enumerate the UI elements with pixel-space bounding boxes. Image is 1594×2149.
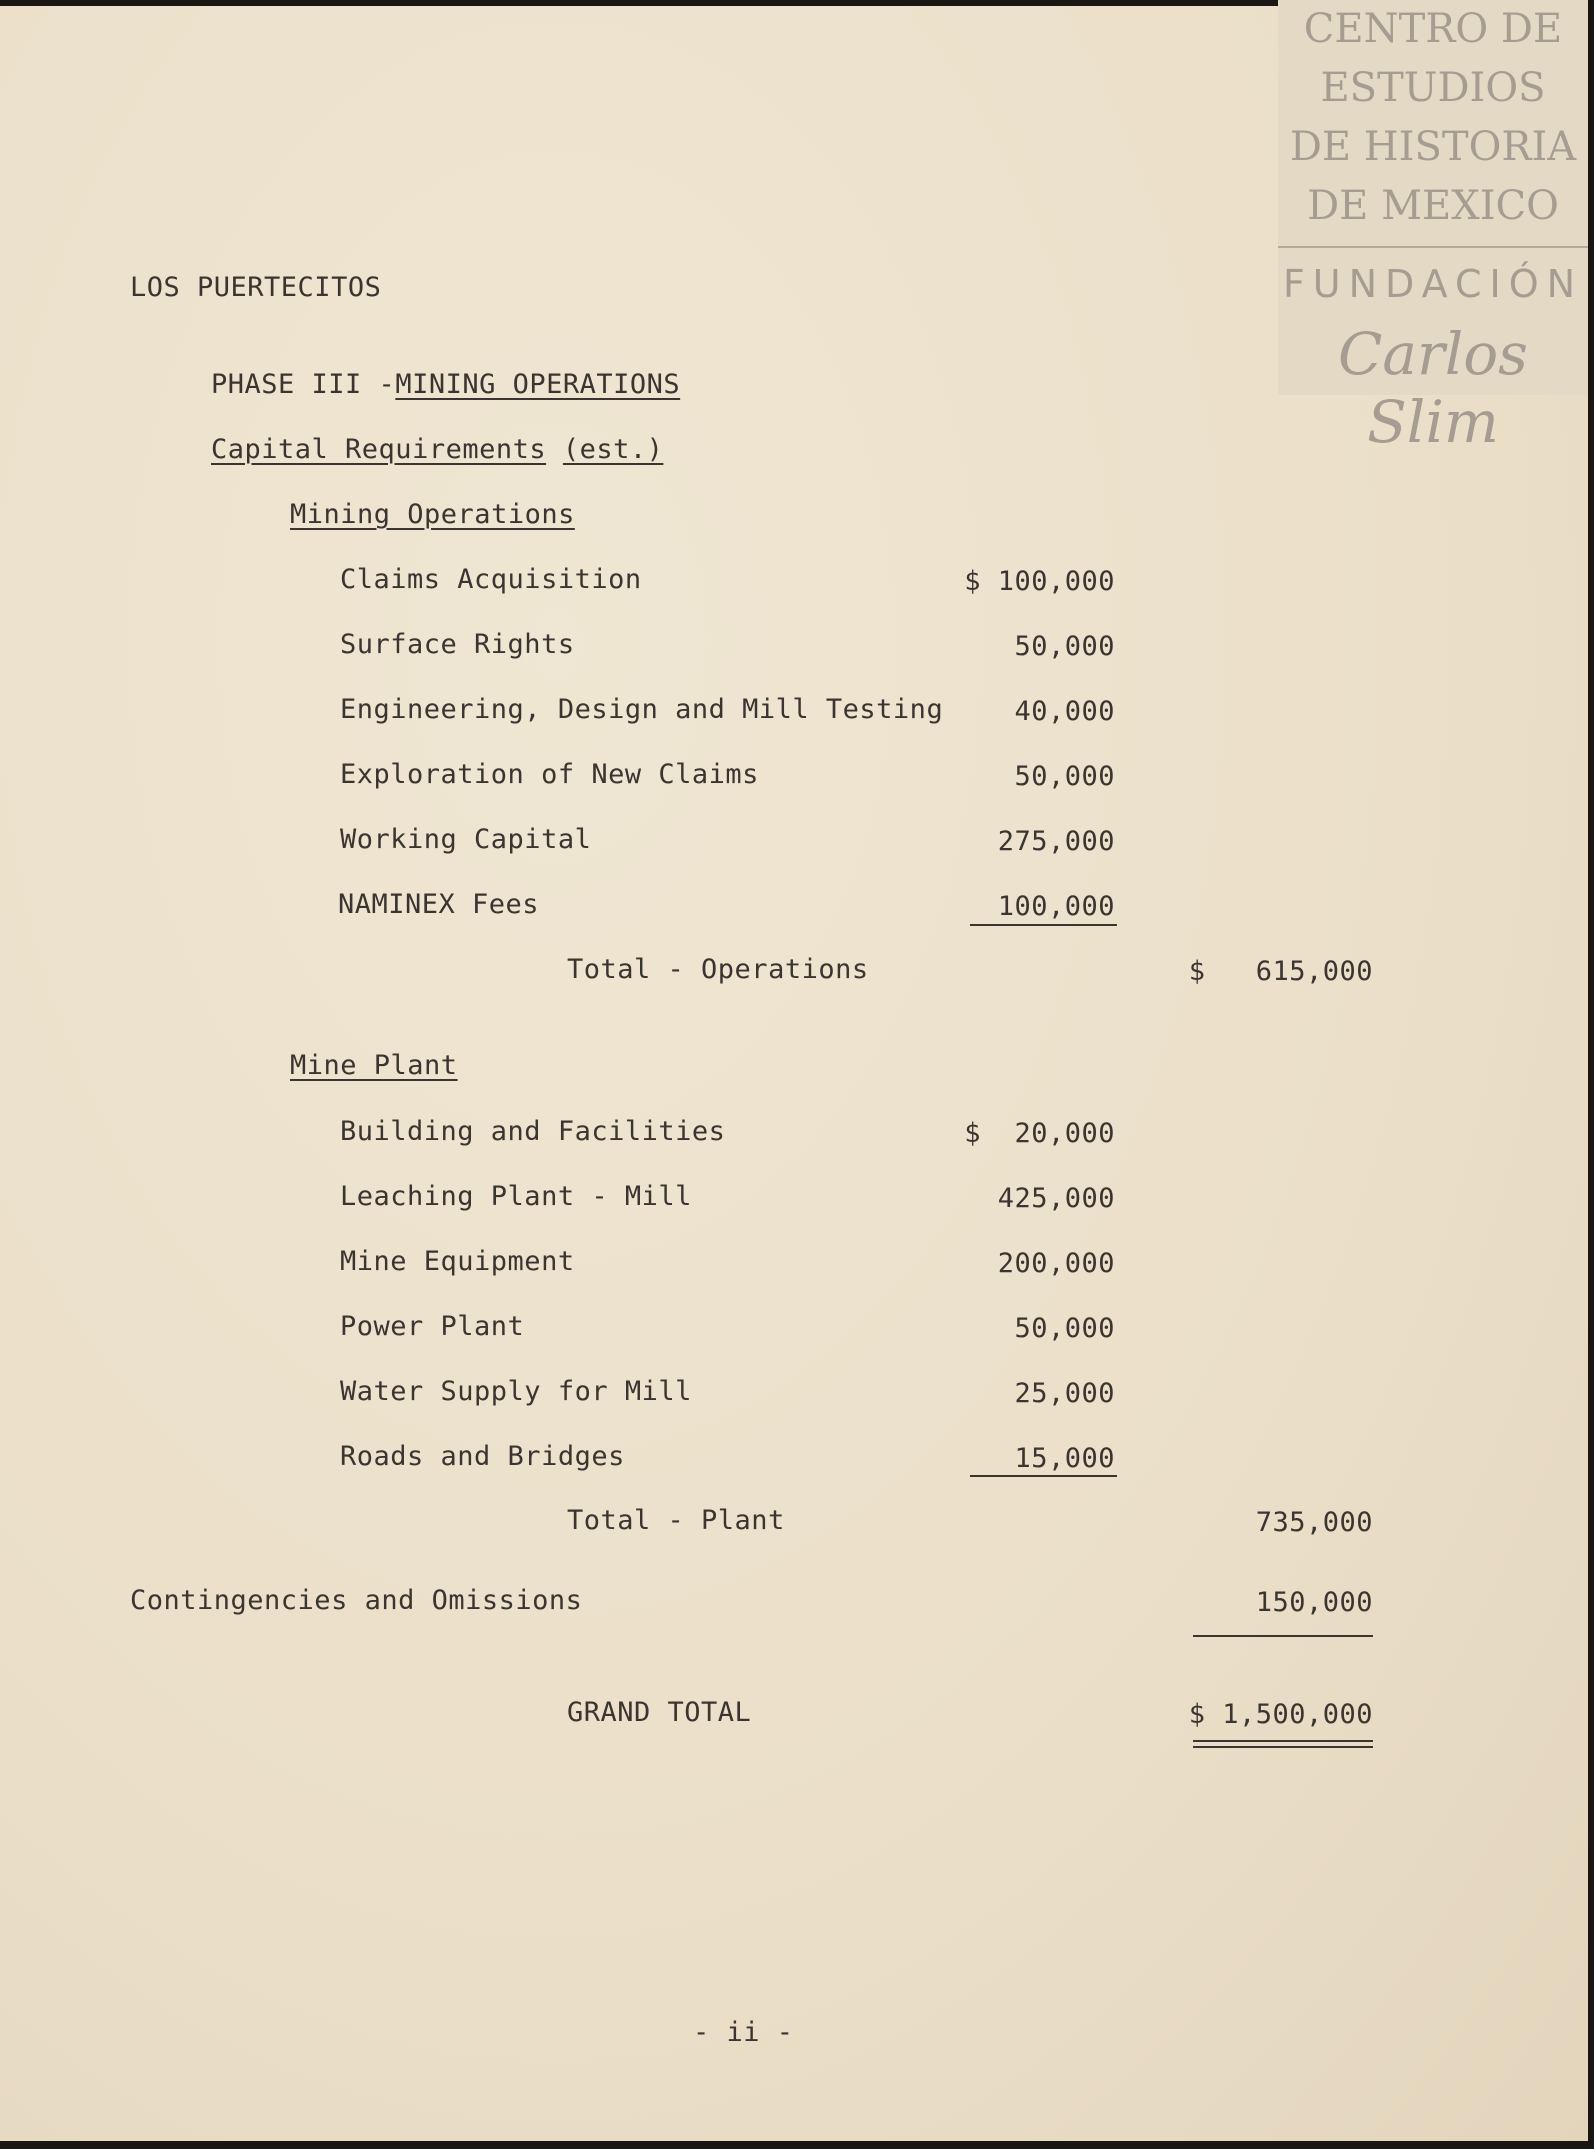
line-item-amount: 50,000 [1014, 631, 1115, 662]
scan-border [0, 2141, 1594, 2149]
phase-prefix: PHASE III - [211, 369, 396, 400]
line-item-label: Mine Equipment [340, 1246, 575, 1277]
scan-border [1588, 0, 1594, 2149]
section-title-mine-plant: Mine Plant [290, 1050, 458, 1081]
line-item-label: Exploration of New Claims [340, 759, 759, 790]
line-item-amount: 50,000 [1014, 761, 1115, 792]
stamp-line: DE MEXICO [1307, 183, 1559, 229]
line-item-amount: 275,000 [997, 826, 1115, 857]
line-item-label: NAMINEX Fees [338, 889, 540, 920]
page-number: - ii - [693, 2017, 794, 2048]
stamp-signature: Carlos Slim [1338, 320, 1528, 456]
subtotal-label: Total - Operations [567, 954, 869, 985]
stamp-foundation: FUNDACIÓN [1282, 262, 1584, 306]
subtotal-amount: 735,000 [1255, 1507, 1373, 1538]
line-item-amount: 50,000 [1014, 1313, 1115, 1344]
double-rule-bottom [1193, 1746, 1373, 1748]
total-rule [1193, 1635, 1373, 1637]
contingencies-amount: 150,000 [1255, 1587, 1373, 1618]
stamp-divider [1278, 246, 1588, 248]
line-item-label: Working Capital [340, 824, 592, 855]
stamp-line: CENTRO DE [1303, 6, 1563, 52]
stamp-line: DE HISTORIA [1289, 124, 1577, 170]
line-item-amount: 15,000 [1014, 1443, 1115, 1474]
capital-label: Capital Requirements [211, 434, 547, 465]
subtotal-rule [970, 924, 1117, 926]
grand-total-amount: $ 1,500,000 [1188, 1699, 1373, 1730]
line-item-label: Leaching Plant - Mill [340, 1181, 692, 1212]
capital-est: (est.) [562, 434, 664, 465]
line-item-label: Surface Rights [340, 629, 575, 660]
subtotal-rule [970, 1475, 1117, 1477]
subtotal-label: Total - Plant [567, 1505, 785, 1536]
phase-title: MINING OPERATIONS [395, 369, 681, 400]
phase-heading [211, 368, 680, 402]
line-item-label: Power Plant [340, 1311, 525, 1342]
line-item-amount: $ 100,000 [964, 566, 1115, 597]
grand-total-label: GRAND TOTAL [567, 1697, 752, 1728]
line-item-label: Engineering, Design and Mill Testing [340, 694, 944, 725]
line-item-label: Water Supply for Mill [340, 1376, 692, 1407]
line-item-label: Building and Facilities [340, 1116, 726, 1147]
section-title-mining-operations: Mining Operations [290, 499, 575, 530]
contingencies-label: Contingencies and Omissions [130, 1585, 583, 1616]
subtotal-amount: $ 615,000 [1188, 956, 1373, 987]
line-item-label: Claims Acquisition [340, 564, 642, 595]
project-title: LOS PUERTECITOS [130, 272, 382, 303]
line-item-amount: 25,000 [1014, 1378, 1115, 1409]
capital-requirements-heading [211, 433, 663, 467]
scan-border [0, 0, 1278, 6]
archive-watermark-stamp [1278, 0, 1588, 456]
double-rule-top [1193, 1740, 1373, 1742]
line-item-label: Roads and Bridges [340, 1441, 625, 1472]
line-item-amount: 100,000 [997, 891, 1115, 922]
line-item-amount: 425,000 [997, 1183, 1115, 1214]
stamp-line: ESTUDIOS [1320, 65, 1546, 111]
line-item-amount: 40,000 [1014, 696, 1115, 727]
line-item-amount: $ 20,000 [964, 1118, 1115, 1149]
line-item-amount: 200,000 [997, 1248, 1115, 1279]
